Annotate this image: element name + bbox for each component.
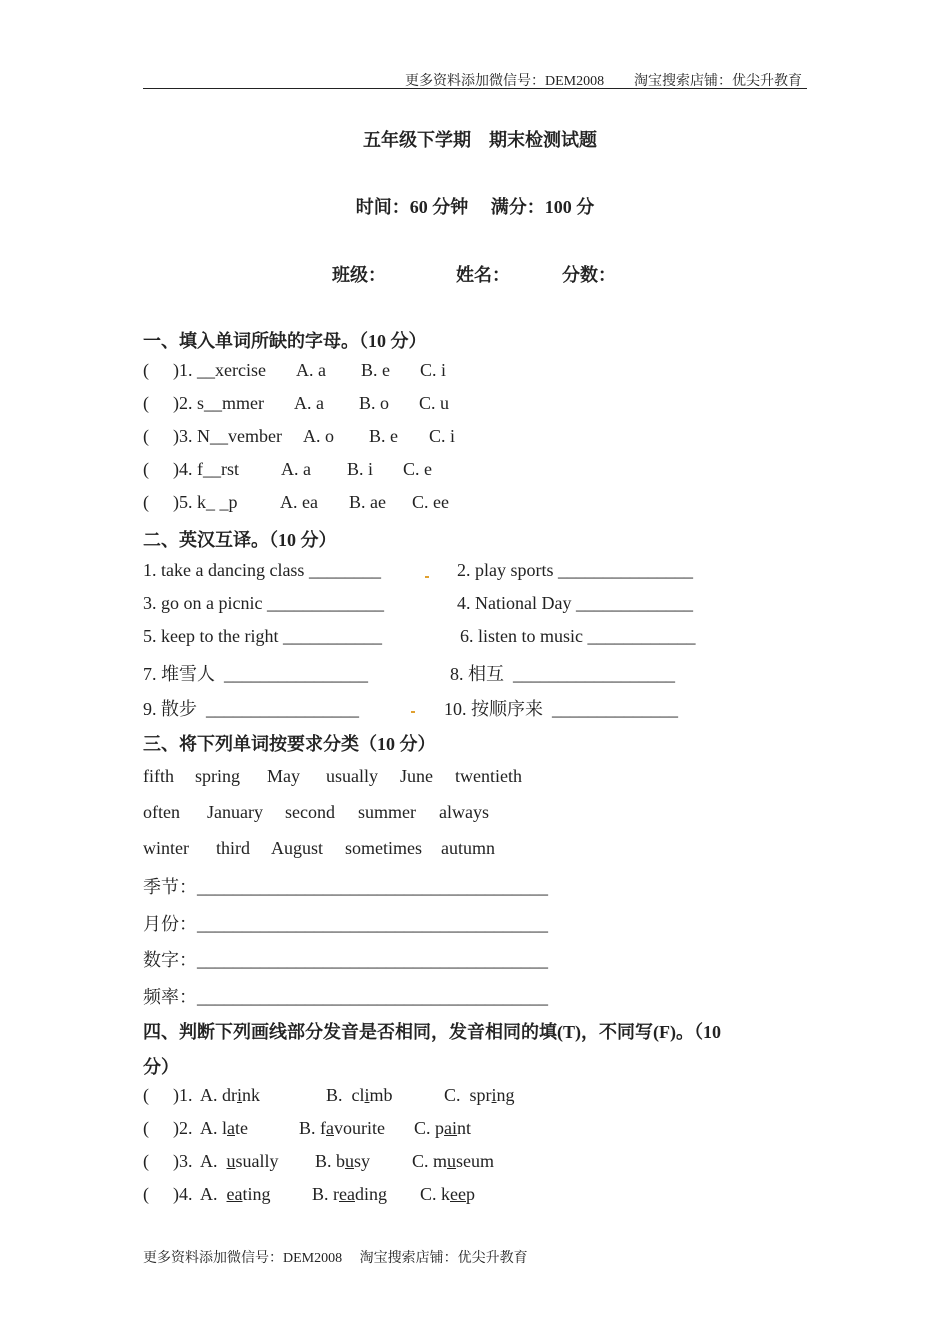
answer-paren: ( [143, 1151, 149, 1171]
word: August [271, 838, 324, 858]
word: summer [358, 802, 416, 822]
page-title: 五年级下学期 期末检测试题 [363, 130, 597, 150]
translation-item: 8. 相互 __________________ [450, 664, 675, 684]
option-a: A. drink [200, 1085, 261, 1105]
answer-paren: ( [143, 1118, 149, 1138]
option-a: A. a [296, 360, 326, 380]
option-b: B. i [347, 459, 374, 479]
category-line: 季节：_______________________________________ [143, 877, 548, 897]
option-c: C. i [420, 360, 447, 380]
word: fifth [143, 766, 174, 786]
word: twentieth [455, 766, 522, 786]
question-text: )5. k_ _p [173, 492, 238, 512]
answer-paren: ( [143, 1085, 149, 1105]
word: January [207, 802, 263, 822]
question-text: )1. __xercise [173, 360, 266, 380]
option-b: B. climb [326, 1085, 393, 1105]
option-a: A. usually [200, 1151, 279, 1171]
question-number: )1. [173, 1085, 193, 1105]
translation-item: 4. National Day _____________ [457, 593, 693, 613]
answer-paren: ( [143, 492, 149, 512]
answer-paren: ( [143, 393, 149, 413]
translation-item: 6. listen to music ____________ [460, 626, 696, 646]
exam-meta: 时间：60 分钟 满分：100 分 [355, 197, 595, 217]
option-a: A. a [281, 459, 311, 479]
category-line: 月份：_______________________________________ [143, 914, 548, 934]
translation-item: 9. 散步 _________________ [143, 699, 359, 719]
section4-heading: 四、判断下列画线部分发音是否相同，发音相同的填(T)，不同写(F)。（10 [143, 1022, 721, 1042]
question-text: )3. N__vember [173, 426, 282, 446]
translation-item: 10. 按顺序来 ______________ [444, 699, 678, 719]
option-c: C. e [403, 459, 432, 479]
edit-mark [411, 711, 415, 713]
option-b: B. e [361, 360, 390, 380]
option-a: A. late [200, 1118, 248, 1138]
option-b: B. favourite [299, 1118, 385, 1138]
word: May [267, 766, 300, 786]
section4-heading-cont: 分） [143, 1057, 179, 1077]
word: June [400, 766, 433, 786]
translation-item: 7. 堆雪人 ________________ [143, 664, 368, 684]
word: autumn [441, 838, 495, 858]
question-number: )2. [173, 1118, 193, 1138]
edit-mark [425, 576, 429, 578]
option-c: C. museum [412, 1151, 495, 1171]
word: third [216, 838, 250, 858]
option-a: A. ea [280, 492, 318, 512]
header-wechat: 更多资料添加微信号：DEM2008 [405, 74, 605, 89]
score-label: 分数： [562, 265, 616, 285]
question-number: )4. [173, 1184, 193, 1204]
category-line: 频率：_______________________________________ [143, 987, 548, 1007]
word: second [285, 802, 335, 822]
option-a: A. a [294, 393, 324, 413]
answer-paren: ( [143, 459, 149, 479]
option-c: C. u [419, 393, 450, 413]
section3-heading: 三、将下列单词按要求分类（10 分） [143, 734, 436, 754]
translation-item: 2. play sports _______________ [457, 560, 693, 580]
question-number: )3. [173, 1151, 193, 1171]
option-c: C. i [429, 426, 456, 446]
footer-text: 更多资料添加微信号：DEM2008 淘宝搜索店铺：优尖升教育 [143, 1251, 528, 1266]
answer-paren: ( [143, 360, 149, 380]
translation-item: 1. take a dancing class ________ [143, 560, 381, 580]
word: sometimes [345, 838, 422, 858]
question-text: )2. s__mmer [173, 393, 264, 413]
translation-item: 5. keep to the right ___________ [143, 626, 382, 646]
word: spring [195, 766, 240, 786]
header-shop: 淘宝搜索店铺：优尖升教育 [634, 74, 802, 89]
answer-paren: ( [143, 1184, 149, 1204]
answer-paren: ( [143, 426, 149, 446]
option-b: B. e [369, 426, 398, 446]
option-b: B. reading [312, 1184, 387, 1204]
word: usually [326, 766, 378, 786]
header-rule [143, 88, 807, 89]
class-label: 班级： [332, 265, 386, 285]
question-text: )4. f__rst [173, 459, 239, 479]
option-c: C. paint [414, 1118, 472, 1138]
section2-heading: 二、英汉互译。（10 分） [143, 530, 337, 550]
word: winter [143, 838, 189, 858]
section1-heading: 一、填入单词所缺的字母。（10 分） [143, 331, 427, 351]
option-c: C. ee [412, 492, 449, 512]
name-label: 姓名： [456, 265, 510, 285]
category-line: 数字：_______________________________________ [143, 950, 548, 970]
word: often [143, 802, 180, 822]
option-b: B. ae [349, 492, 386, 512]
option-c: C. spring [444, 1085, 515, 1105]
option-c: C. keep [420, 1184, 475, 1204]
option-a: A. eating [200, 1184, 271, 1204]
word: always [439, 802, 489, 822]
translation-item: 3. go on a picnic _____________ [143, 593, 384, 613]
option-b: B. o [359, 393, 390, 413]
option-a: A. o [303, 426, 334, 446]
option-b: B. busy [315, 1151, 371, 1171]
